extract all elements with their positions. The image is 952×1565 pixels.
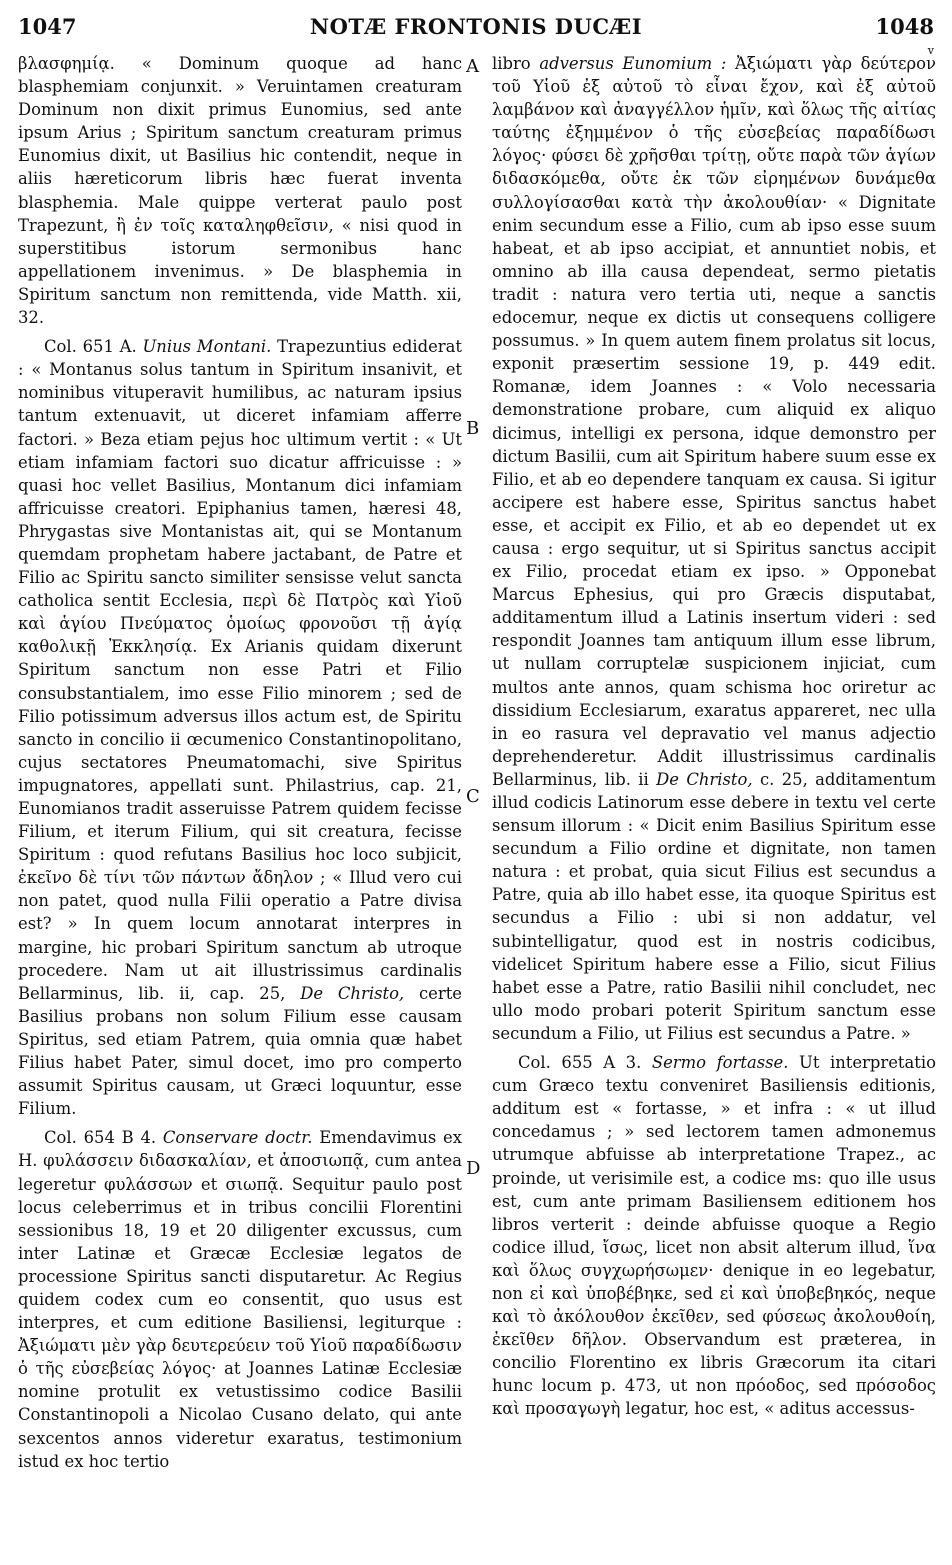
left-p2-ref: Col. 651 A. — [44, 337, 137, 357]
right-p2-ref: Col. 655 A 3. — [518, 1053, 642, 1073]
left-p2-text: Trapezuntius ediderat : « Montanus solus tantum in Spiritum insanivit, et nominibus vituperavit humilibus, ac naturam ipsius tantum extenuavit, ut diceret infamiam afferre factori. » Beza etiam pejus hoc ultimum vertit : « Ut etiam infamiam factori suo dicatur affricuisse : » quasi hoc vellet Basilius, Montanum dici infamiam affricuisse creatori. Epiphanius tamen, hæresi 48, Phrygastas sive Montanistas ait, qui se Montanum quemdam prophetam habere jactabant, de Patre et Filio ac Spiritu sancto similiter sensisse velut sancta catholica sentit Ecclesia, περὶ δὲ Πατρὸς καὶ Υἱοῦ καὶ ἁγίου Πνεύματος ὁμοίως φρονοῦσι τῇ ἁγίᾳ καθολικῇ Ἐκκλησίᾳ. Ex Arianis quidam dixerunt Spiritum sanctum non esse Patri et Filio consubstantialem, imo esse Filio minorem ; sed de Filio potissimum adversus illos actum est, de Spiritu sancto in concilio ii œcumenico Constantinopolitano, cujus sectatores Pneumatomachi, sive Spiritus impugnatores, appellati sunt. Philastrius, cap. 21, Eunomianos tradit asseruisse Patrem quidem fecisse Filium, et iterum Filium, qui sit creatura, fecisse Spiritum : quod refutans Basilius hoc loco subjicit, ἐκεῖνο δὲ τίνι τῶν πάντων ἄδηλον ; « Illud vero cui non patet, quod nulla Filii operatio a Patre divisa est? » In quem locum annotarat interpres in margine, hic probari Spiritum sanctum ab utroque procedere. Nam ut ait illustrissimus cardinalis Bellarminus, lib. ii, cap. 25, — [18, 337, 462, 1003]
left-p3-lemma: Conservare doctr. — [162, 1128, 313, 1148]
margin-letter-a: A — [466, 56, 479, 77]
left-column — [18, 52, 462, 1473]
right-p1-text: Ἀξιώματι γὰρ δεύτερον τοῦ Υἱοῦ ἐξ αὐτοῦ τὸ εἶναι ἔχον, καὶ ἐξ αὐτοῦ λαμβάνον καὶ ἀναγγέλλον ἡμῖν, καὶ ὅλως τῆς αἰτίας ταύτης ἐξημμένον ὁ τῆς εὐσεβείας παραδίδωσι λόγος· φύσει δὲ χρῆσθαι τρίτῃ, οὔτε παρὰ τῶν ἁγίων διδασκόμεθα, οὔτε ἐκ τῶν εἰρημένων δυνάμεθα συλλογίσασθαι κατὰ τὴν ἀκολουθίαν· « Dignitate enim secundum esse a Filio, cum ab ipso esse suum habeat, et ab ipso accipiat, et annuntiet nobis, et omnino ab illa causa dependeat, sermo pietatis tradit : natura vero tertia uti, neque a sanctis edocemur, neque ex dictis ut consequens colligere possumus. » In quem autem finem prolatus sit locus, exponit præsertim sessione 19, p. 449 edit. Romanæ, idem Joannes : « Volo necessaria demonstratione probare, cum aliquid ex aliquo dicimus, intelligi ex persona, idque demonstro per dictum Basilii, cum ait Spiritum habere suum esse ex Filio, et ab eo dependere tanquam ex causa. Si igitur accipere est habere esse, Spiritus sanctus habet esse, et accipit ex Filio, et ab eo dependet ut ex causa : ergo sequitur, ut si Spiritus sanctus accipit ex Filio, procedat etiam ex ipso. » Opponebat Marcus Ephesius, qui pro Græcis disputabat, additamentum illud a Latinis insertum videri : sed respondit Joannes tam antiquum illum esse librum, ut nullam corruptelæ suspicionem injiciat, cum multos ante annos, quam schisma hoc oriretur ac dissidium Ecclesiarum, exaratus appareret, nec ulla in eo rasura vel depravatio vel manus adjectio deprehenderetur. Addit illustrissimus cardinalis Bellarminus, lib. ii — [492, 54, 936, 789]
margin-letter-b: B — [466, 418, 480, 439]
left-p2-italic: De Christo, — [300, 983, 405, 1003]
left-paragraph-3 — [18, 1126, 462, 1472]
left-p3-ref: Col. 654 B 4. — [44, 1128, 157, 1148]
running-title: NOTÆ FRONTONIS DUCÆI — [309, 14, 643, 39]
right-p2-lemma: Sermo fortasse. — [651, 1053, 789, 1073]
left-paragraph-2 — [18, 335, 462, 1120]
left-p2-tail: certe Basilius probans non solum Filium esse causam Spiritus, sed etiam Patrem, quia omnia quæ habet Filius habet Pater, simul docet, imo pro comperto assumit Spiritus causam, ut Græci loquuntur, esse Filium. — [18, 983, 463, 1119]
margin-letter-d: D — [466, 1158, 481, 1179]
left-column-number: 1047 — [18, 14, 77, 39]
signature-mark: v — [927, 44, 934, 57]
running-header — [0, 10, 952, 44]
right-paragraph-1 — [492, 52, 936, 1045]
right-p1-italic2: De Christo, — [656, 769, 753, 789]
left-p3-text: Emendavimus ex H. φυλάσσειν διδασκαλίαν, et ἀποσιωπᾷ, cum antea legeretur φυλάσσων et σιωπᾷ. Sequitur paulo post locus celeberrimus et in tribus concilii Florentini sessionibus 18, 19 et 20 diligenter excussus, cum inter Latinæ et Græcæ Ecclesiæ legatos de processione Spiritus sancti disputaretur. Ac Regius quidem codex cum eo consentit, quo usus est interpres, et cum editione Basiliensi, legiturque : Ἀξιώματι μὲν γὰρ δευτερεύειν τοῦ Υἱοῦ παραδίδωσιν ὁ τῆς εὐσεβείας λόγος· at Joannes Latinæ Ecclesiæ nomine protulit ex vetustissimo codice Basilii Constantinopoli a Nicolao Cusano delato, qui ante sexcentos annos videretur exaratus, testimonium istud ex hoc tertio — [18, 1128, 462, 1471]
left-p2-lemma: Unius Montani. — [142, 337, 272, 357]
right-column — [492, 52, 936, 1421]
right-p1-start: libro — [492, 54, 540, 73]
left-p1-text: βλασφημίᾳ. « Dominum quoque ad hanc blasphemiam conjunxit. » Veruintamen creaturam Dominum non dixit primus Eunomius, sed ante ipsum Arius ; Spiritum sanctum creaturam primus Eunomius dixit, ut Basilius hic contendit, neque in aliis hæreticorum libris hæc fuerat inventa blasphemia. Male quippe verterat paulo post Trapezunt, ἢ ἐν τοῖς καταληφθεῖσιν, « nisi quod in superstitibus istorum sermonibus hanc appellationem invenimus. » De blasphemia in Spiritum sanctum non remittenda, vide Matth. xii, 32. — [18, 54, 462, 328]
margin-letter-c: C — [466, 786, 480, 807]
right-column-number: 1048 — [875, 14, 934, 39]
right-p1-italic: adversus Eunomium : — [539, 54, 727, 73]
right-p1-tail: c. 25, additamentum illud codicis Latinorum esse debere in textu vel certe sensum illorum : « Dicit enim Basilius Spiritum esse secundum a Filio ordine et dignitate, non tamen natura : et probat, quia sicut Filius est secundus a Patre, quia ab illo habet esse, ita quoque Spiritus est secundus a Filio : ubi si non addatur, vel subintelligatur, quod est in nostris codicibus, videlicet Spiritum habere esse a Filio, sicut Filius habet esse a Patre, ratio Basilii nihil concludet, nec ullo modo probari poterit Spiritum sanctum esse secundum a Filio, ut Filius est secundus a Patre. » — [492, 769, 936, 1043]
left-paragraph-1 — [18, 52, 462, 329]
right-paragraph-2 — [492, 1051, 936, 1421]
right-p2-text: Ut interpretatio cum Græco textu conveniret Basiliensis editionis, additum est « fortasse, » et infra : « ut illud concedamus ; » sed lectorem tamen admonemus utrumque abfuisse ab interpretatione Trapez., ac proinde, ut verisimile est, a codice ms: quo ille usus est, cum ante primam Basiliensem editionem hos libros verterit : deinde abfuisse quoque a Regio codice illud, ἴσως, licet non absit alterum illud, ἵνα καὶ ὅλως συγχωρήσωμεν· denique in eo legebatur, non εἰ καὶ ὑποβέβηκε, sed εἰ καὶ ὑποβεβηκός, neque καὶ τὸ ἀκόλουθον ἐκεῖθεν, sed φύσεως ἀκολουθοίη, ἐκεῖθεν δῆλον. Observandum est præterea, in concilio Florentino ex libris Græcorum ita citari hunc locum p. 473, ut non πρόοδος, sed πρόσοδος καὶ προσαγωγὴ legatur, hoc est, « aditus accessus- — [492, 1053, 936, 1419]
